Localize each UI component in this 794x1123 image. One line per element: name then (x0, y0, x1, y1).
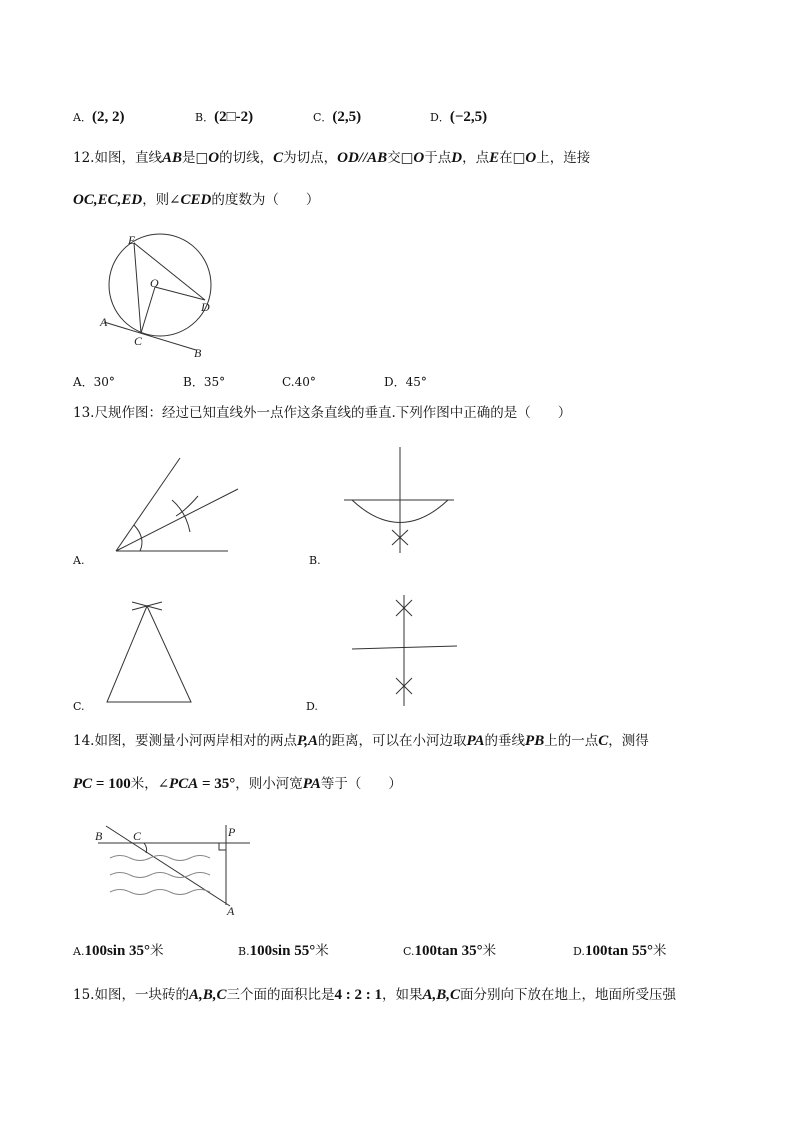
math-expression: A,B,C (422, 987, 461, 1003)
text-segment: 12.如图，直线 (73, 150, 162, 166)
q12-option-a (73, 373, 115, 391)
text-segment: ，则小河宽 (235, 776, 303, 792)
text-segment: 的垂线 (484, 733, 526, 749)
text-segment: 三个面的面积比是 (226, 987, 335, 1003)
q13-label-a: A. (73, 554, 85, 567)
label-c: C (133, 829, 142, 843)
math-expression: 100sin 55° (249, 943, 316, 959)
text-segment: B． (195, 111, 215, 124)
text-segment: 的度数为（ ） (211, 192, 320, 208)
math-expression: (2,5) (332, 109, 362, 125)
text-segment: 米 (315, 943, 329, 959)
q13-figure-a (116, 458, 238, 551)
text-segment: C.40° (282, 375, 316, 389)
text-segment: 等于（ ） (320, 776, 402, 792)
label-d: D (201, 300, 210, 314)
math-expression: OD//AB (337, 150, 388, 166)
text-segment: 的距离，可以在小河边取 (317, 733, 467, 749)
text-segment: 14.如图，要测量小河两岸相对的两点 (73, 733, 297, 749)
text-segment: 面分别向下放在地上，地面所受压强 (460, 987, 677, 1003)
text-segment: 15.如图，一块砖的 (73, 987, 189, 1003)
text-segment: D． (430, 111, 450, 124)
label-a: A (100, 315, 108, 329)
math-expression: PCA (169, 776, 199, 792)
q14-option-a (73, 942, 164, 961)
text-segment: 于点 (424, 150, 452, 166)
math-expression: = 100 (92, 776, 131, 792)
math-expression: C (598, 733, 609, 749)
math-expression: E (489, 150, 500, 166)
math-expression: C (273, 150, 284, 166)
circle-o (109, 234, 211, 336)
q14-stem-line1 (73, 732, 649, 750)
math-expression: 100sin 35° (84, 943, 151, 959)
text-segment: 为切点， (283, 150, 338, 166)
q12-option-b (183, 373, 225, 391)
math-expression: 100tan 35° (414, 943, 483, 959)
q12-figure (104, 234, 211, 350)
q14-option-c (403, 942, 496, 961)
text-segment: 上，连接 (536, 150, 591, 166)
q13-label-c: C. (73, 700, 85, 713)
q13-label-b: B. (309, 554, 321, 567)
segment-ed (134, 243, 205, 300)
q13-figure-d (352, 595, 457, 706)
q13-stem (73, 404, 571, 422)
math-expression: CED (180, 192, 212, 208)
math-expression: 4 : 2 : 1 (334, 987, 382, 1003)
q12-option-c (282, 373, 316, 391)
text-segment: 米 (482, 943, 497, 959)
q14-stem-line2 (73, 775, 402, 793)
label-b: B (194, 346, 202, 360)
text-segment: 13.尺规作图：经过已知直线外一点作这条直线的垂直.下列作图中正确的是（ ） (73, 405, 572, 421)
math-expression: (2, 2) (91, 109, 125, 125)
text-segment: B. (238, 945, 250, 958)
text-segment: C. (403, 945, 415, 958)
text-segment: ，测得 (608, 733, 649, 749)
q14-option-d (573, 942, 667, 961)
text-segment: 米 (653, 943, 667, 959)
math-expression: O (525, 150, 537, 166)
label-o: O (150, 276, 159, 290)
text-segment: 是□ (182, 150, 209, 166)
q13-figure-c (107, 602, 191, 702)
text-segment: 米，∠ (130, 776, 170, 792)
text-segment: 交□ (387, 150, 414, 166)
math-expression: PB (525, 733, 545, 749)
math-expression: PA (466, 733, 485, 749)
math-expression: OC,EC,ED (73, 192, 143, 208)
segment-oc (141, 287, 155, 333)
text-segment: 在□ (499, 150, 526, 166)
label-c: C (134, 334, 143, 348)
text-segment: A．30° (73, 375, 115, 389)
line-ca (106, 826, 230, 906)
math-expression: A,B,C (188, 987, 227, 1003)
math-expression: P,A (296, 733, 318, 749)
math-expression: AB (161, 150, 182, 166)
label-b: B (95, 829, 103, 843)
math-expression: O (208, 150, 220, 166)
text-segment: ，则∠ (142, 192, 181, 208)
text-segment: B．35° (183, 375, 226, 389)
text-segment: A. (73, 945, 85, 958)
q15-stem (73, 986, 676, 1004)
math-expression: D (451, 150, 463, 166)
q13-figure-b (344, 447, 454, 553)
math-expression: PA (302, 776, 321, 792)
text-segment: ，点 (462, 150, 490, 166)
text-segment: 米 (150, 943, 164, 959)
math-expression: PC (73, 776, 93, 792)
q13-label-d: D. (306, 700, 318, 713)
label-a: A (227, 904, 235, 918)
math-expression: (2□-2) (214, 109, 254, 125)
line-ab (104, 322, 196, 350)
text-segment: 上的一点 (544, 733, 599, 749)
label-p: P (228, 825, 236, 839)
math-expression: (−2,5) (449, 109, 488, 125)
segment-ec (134, 243, 141, 333)
label-e: E (128, 233, 136, 247)
q12-option-d (384, 373, 427, 391)
text-segment: A． (73, 111, 92, 124)
text-segment: 的切线， (219, 150, 274, 166)
text-segment: D．45° (384, 375, 427, 389)
text-segment: C． (313, 111, 333, 124)
q14-option-b (238, 942, 329, 961)
math-expression: 100tan 55° (584, 943, 654, 959)
text-segment: D. (573, 945, 585, 958)
math-expression: O (413, 150, 425, 166)
text-segment: ，如果 (382, 987, 423, 1003)
math-expression: = 35° (198, 776, 236, 792)
